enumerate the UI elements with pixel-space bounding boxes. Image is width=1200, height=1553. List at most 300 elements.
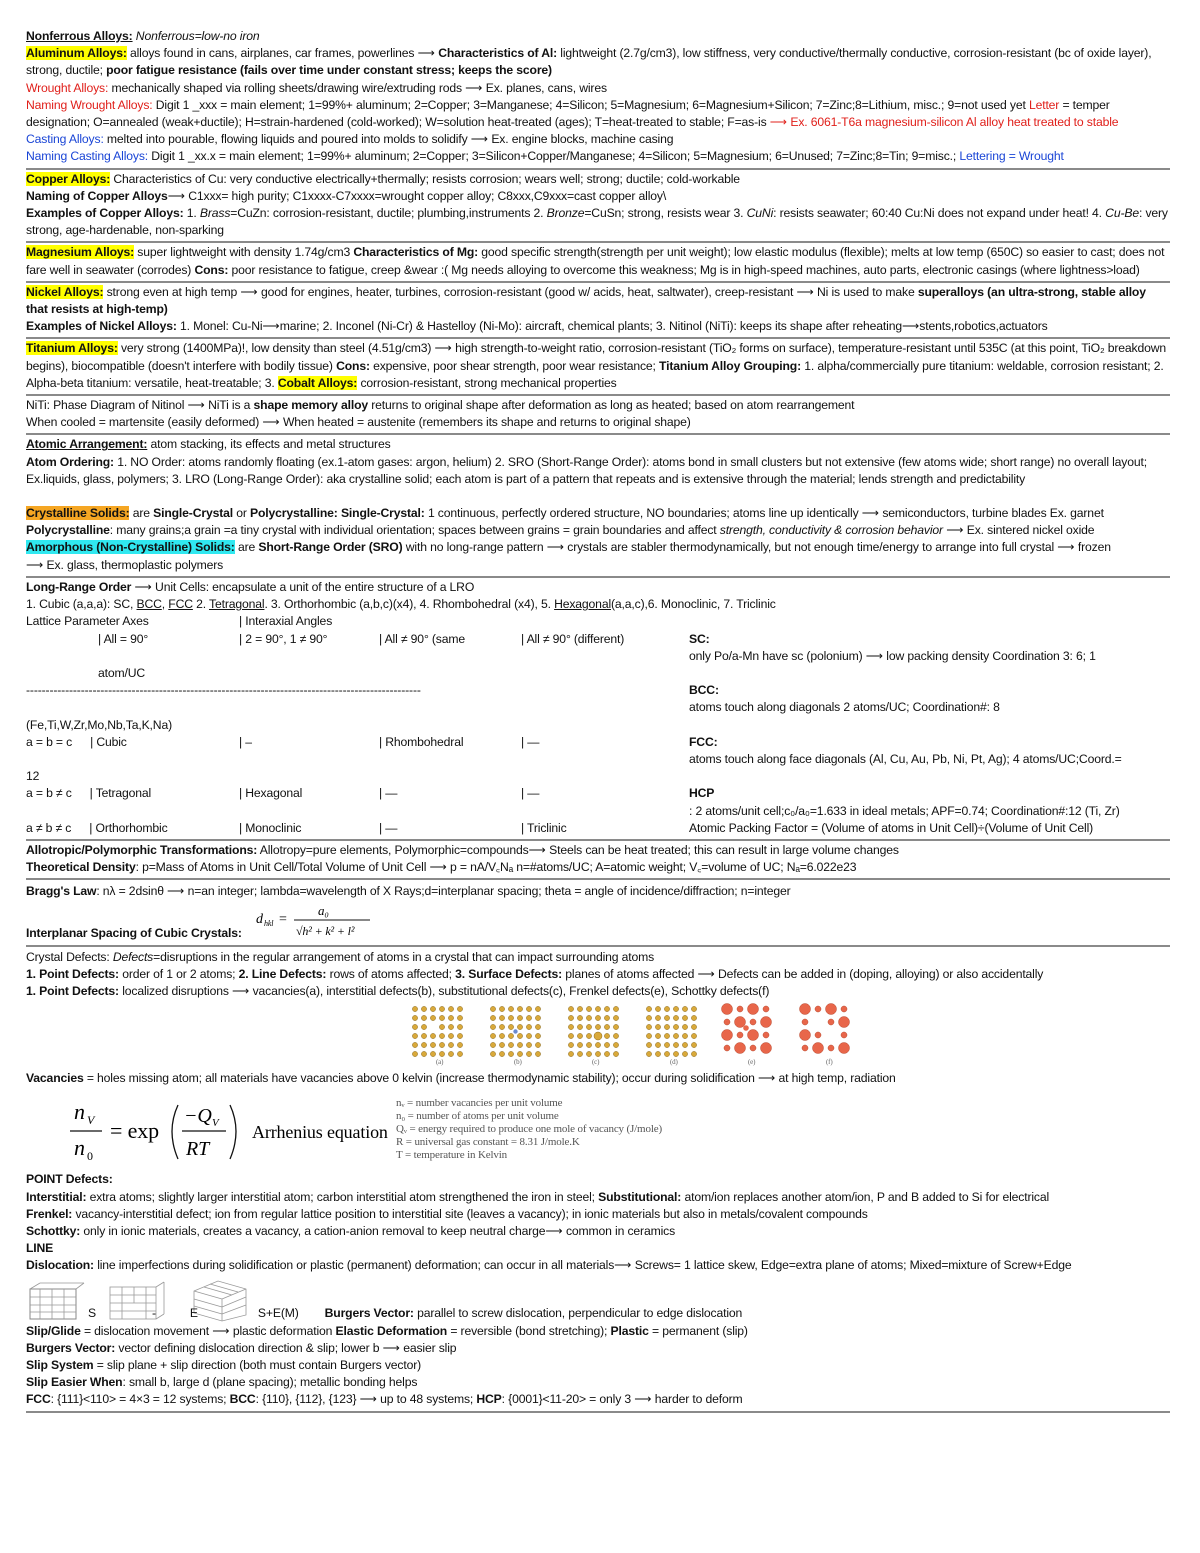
elastic-text: = reversible (bond stretching); [447,1323,611,1338]
hcp-label: HCP [689,786,715,801]
section-atomic [26,436,1170,577]
substitutional-label: Substitutional: [598,1189,682,1204]
frenkel-atom [743,1025,749,1031]
lattice-atom [802,1045,808,1051]
lattice-atom [586,1043,591,1048]
defects-text-4: rows of atoms affected; [326,966,456,981]
lattice-atom [508,1007,513,1012]
lattice-atom [412,1052,417,1057]
row3-col3: | — [379,820,398,835]
copper-ex-5: : very strong, age-hardenable, non-sparking [26,206,1168,238]
lattice-table [26,613,1170,837]
atom-ordering-label: Atom Ordering: [26,454,114,469]
lattice-atom [682,1052,687,1057]
dislocation-text: line imperfections during solidification or plastic (permanent) deformation; can occur in all materials⟶ Screws= 1 lattice skew, Edge=extra plane of atoms; Mixed=mixture of Screw+Edge [93,1258,1072,1273]
arrhenius-n0-sub: 0 [87,1149,93,1164]
crystalline-heading: Crystalline Solids: [26,506,130,521]
lattice-atom [828,1045,834,1051]
row3-col4: | Triclinic [521,820,567,835]
nickel-examples-label: Examples of Nickel Alloys: [26,319,177,334]
lattice-atom [421,1016,426,1021]
letter-label: Letter [1028,97,1060,112]
plastic-label: Plastic [610,1323,649,1338]
lattice-atom [448,1016,453,1021]
bragg-label: Bragg's Law [26,884,97,899]
lattice-atom [577,1043,582,1048]
lattice-atom [763,1032,769,1038]
lattice-atom [586,1007,591,1012]
lattice-atom [526,1034,531,1039]
naming-wrought-text: Digit 1 _xxx = main element; 1=99%+ aluminum; 2=Copper; 3=Manganese; 4=Silicon; 5=Magnesium; 6=Magnesium+Silicon; 7=Zinc;8=Lithium, misc.; 9=not used yet [152,97,1029,112]
cobalt-heading: Cobalt Alloys: [277,375,358,390]
lattice-atom [613,1043,618,1048]
lattice-atom [761,1017,772,1028]
slip-label: Slip/Glide [26,1323,81,1338]
defect-figure [800,1004,858,1066]
crystalline-text-2: or [232,506,250,521]
lro-text: ⟶ Unit Cells: encapsulate a unit of the entire structure of a LRO [131,579,475,594]
angle-all-not-90-diff: | All ≠ 90° (different) [521,631,625,646]
lattice-atom [526,1025,531,1030]
arrhenius-nv: n [74,1099,85,1125]
lattice-atom [421,1034,426,1039]
lattice-atom [499,1043,504,1048]
interstitial-line [26,1189,1170,1206]
lattice-atom [430,1052,435,1057]
titanium-line [26,340,1170,392]
frenkel-text: vacancy-interstitial defect; ion from regular lattice position to interstitial site (leaves a vacancy); in ionic materials but also in metals/covalent compounds [72,1206,868,1221]
slip-systems-line [26,1391,1170,1408]
lattice-atom [517,1016,522,1021]
vacancies-label: Vacancies [26,1071,84,1086]
hexagonal-link: Hexagonal [554,597,611,612]
lattice-atom [499,1034,504,1039]
defects-text-3: order of 1 or 2 atoms; [118,966,239,981]
hcp-text: : 2 atoms/unit cell;c₀/a₀=1.633 in ideal metals; APF=0.74; Coordination#:12 (Ti, Zr) [689,803,1120,818]
lattice-atom [412,1016,417,1021]
lattice-atom [682,1007,687,1012]
row1-col2: | – [239,734,252,749]
point-heading: POINT Defects: [26,1172,113,1187]
arrhenius-legend [396,1097,662,1162]
lattice-atom [800,1030,811,1041]
surface-defects-label: 3. Surface Defects: [455,966,563,981]
dislocation-label: Dislocation: [26,1258,94,1273]
section-defects [26,949,1170,1413]
slip-system-line [26,1357,1170,1374]
lattice-atom [750,1019,756,1025]
row3-axes-value: a ≠ b ≠ c [26,820,72,835]
nonferrous-title: Nonferrous Alloys: [26,29,133,43]
lattice-atom [691,1025,696,1030]
crystal-systems-2: , [161,597,169,612]
bragg-line [26,883,1170,900]
allotropic-text: Allotropy=pure elements, Polymorphic=compounds⟶ Steels can be heat treated; this can result in large volume changes [257,842,899,857]
lattice-atom [526,1043,531,1048]
section-nickel [26,284,1170,340]
superalloys: superalloys (an ultra-strong, stable alloy that resists at high-temp) [26,284,1146,317]
slip-text: = dislocation movement ⟶ plastic deformation [80,1323,336,1338]
lattice-atom [586,1016,591,1021]
fcc-text: atoms touch along face diagonals (Al, Cu, Au, Pb, Ni, Pt, Ag); 4 atoms/UC;Coord.= [689,751,1122,766]
copper-examples-line [26,205,1170,239]
lattice-atom [655,1043,660,1048]
copper-naming-line [26,188,1170,205]
slip-line [26,1323,1170,1340]
section-titanium [26,340,1170,396]
row2-col2: | Hexagonal [239,786,303,801]
nonferrous-line [26,28,1170,45]
grain-boundary-effects: strength, conductivity & corrosion behavior [719,523,943,538]
fcc-label: FCC: [689,734,718,749]
section-allotropic [26,842,1170,880]
row2-col3: | — [379,786,398,801]
section-aluminum [26,28,1170,170]
hcp-slip-text: : {0001}<11-20> = only 3 ⟶ harder to deform [501,1392,743,1407]
lattice-atom [568,1016,573,1021]
schottky-line [26,1223,1170,1240]
lattice-atom [412,1043,417,1048]
bcc-note [665,682,1170,716]
lattice-atom [737,1032,743,1038]
lattice-atom [535,1016,540,1021]
lattice-atom [595,1007,600,1012]
section-lro [26,579,1170,841]
aluminum-char-label: Characteristics of Al: [438,46,558,61]
lattice-atom [613,1034,618,1039]
lattice-atom [439,1043,444,1048]
nickel-heading: Nickel Alloys: [26,284,104,299]
lattice-atom [664,1034,669,1039]
lattice-atom [568,1034,573,1039]
vacancies-line [26,1070,1170,1087]
atom-ordering-text: 1. NO Order: atoms randomly floating (ex.1-atom gases: argon, helium) 2. SRO (Short-Range Order): atoms bond in small clusters but not extensive (few atoms wide; short range) no overall layout; Ex.liquids, glass, polymers; 3. LRO (Long-Range Order): aka crystalline solid; each atom is part of a pattern that repeats and is extensive through the material; lends strength and predictability [26,454,1147,486]
lattice-atom [664,1043,669,1048]
amorphous-example: ⟶ Ex. glass, thermoplastic polymers [26,557,224,572]
row1-cubic: | Cubic [90,734,127,749]
arrhenius-nv-sub: V [87,1113,95,1128]
lattice-atom [673,1007,678,1012]
lettering-note: Lettering = Wrought [959,149,1064,164]
arrhenius-name: Arrhenius equation [252,1122,388,1143]
lattice-atom [499,1025,504,1030]
bcc-slip-label: BCC [229,1392,256,1407]
defects-line-2 [26,966,1170,983]
lattice-atom [722,1030,733,1041]
polycrystalline: Polycrystalline: [250,506,338,521]
amorphous-text-2: with no long-range pattern ⟶ crystals are stabler thermodynamically, but not enough time/energy to arrange into full crystal ⟶ frozen [402,540,1111,555]
arrhenius-legend-item: nᵥ = number vacancies per unit volume [396,1096,563,1109]
section-bragg [26,883,1170,946]
lattice-atom [841,1006,847,1012]
copper-examples-label: Examples of Copper Alloys: [26,206,184,221]
lattice-atom [412,1007,417,1012]
row3-axes [26,820,239,837]
lattice-atom [655,1025,660,1030]
arrhenius-paren-right [230,1105,236,1159]
aluminum-example: ⟶ Ex. 6061-T6a magnesium-silicon Al alloy heat treated to stable [769,115,1119,130]
bcc-slip-text: : {110}, {112}, {123} ⟶ up to 48 systems; [255,1392,477,1407]
lattice-atom [586,1025,591,1030]
titanium-group-text: 1. alpha/commercially pure titanium: weldable, corrosion resistant; 2. Alpha-beta titanium: versatile, heat-treatable; 3. [26,358,1164,390]
fcc-link: FCC [168,597,193,612]
bcc-elements: (Fe,Ti,W,Zr,Mo,Nb,Ta,K,Na) [26,717,172,732]
magnesium-text: super lightweight with density 1.74g/cm3 [134,245,354,260]
lattice-atom [439,1034,444,1039]
angle-2-90: | 2 = 90°, 1 ≠ 90° [239,631,328,646]
brass: Brass [199,206,231,221]
arrhenius-legend-item: R = universal gas constant = 8.31 J/mole.K [396,1135,580,1148]
aluminum-heading: Aluminum Alloys: [26,46,127,61]
defect-figure [644,1004,702,1066]
lattice-atom [568,1007,573,1012]
lattice-atom [490,1007,495,1012]
copper-ex-3: =CuSn; strong, resists wear 3. [584,206,747,221]
arrhenius-qv: −Q [184,1105,212,1128]
copper-text: Characteristics of Cu: very conductive electrically+thermally; resists corrosion; wears well; strong; ductile; cold-workable [110,171,740,186]
lattice-atom [682,1034,687,1039]
defect-figure [488,1004,546,1066]
lattice-atom [664,1052,669,1057]
niti-line-2: When cooled = martensite (easily deformed) ⟶ When heated = austenite (remembers its shape and returns to original shape) [26,415,691,430]
defect-figure-label: (a) [436,1058,444,1067]
lattice-atom [646,1034,651,1039]
niti-text-1: NiTi: Phase Diagram of Nitinol ⟶ NiTi is a [26,398,254,413]
lattice-atom [490,1043,495,1048]
lattice-atom [595,1016,600,1021]
crystal-systems-4: . 3. Orthorhombic (a,b,c)(x4), 4. Rhombohedral (x4), 5. [264,597,555,612]
lattice-header-angles: | Interaxial Angles [239,614,333,629]
apf-note: Atomic Packing Factor = (Volume of atoms in Unit Cell)÷(Volume of Unit Cell) [689,820,1094,835]
lattice-atom [577,1052,582,1057]
defect-figure-label: (b) [514,1058,522,1067]
lattice-atom [646,1007,651,1012]
lattice-header-axes: Lattice Parameter Axes [26,614,149,629]
polycrystalline-label: Polycrystalline [26,523,110,538]
magnesium-char-text: good specific strength(strength per unit weight); low elastic modulus (flexible); melts at low temp (650C) so easier to cast; does not fare well in seawater (corrodes) [26,245,1165,277]
dislocation-figures-row [26,1277,1170,1323]
lattice-atom [526,1016,531,1021]
lattice-atom [526,1052,531,1057]
titanium-cons-label: Cons: [336,358,370,373]
lattice-atom [750,1045,756,1051]
copper-ex-2: =CuZn: corrosion-resistant, ductile; plumbing,instruments 2. [230,206,547,221]
defects-text-6: localized disruptions ⟶ vacancies(a), interstitial defects(b), substitutional defects(c), Frenkel defects(e), Schottky defects(f) [118,983,770,998]
interplanar-row [26,901,1170,943]
lattice-atom [421,1025,426,1030]
lattice-atom [568,1025,573,1030]
row1-axes-value: a = b = c [26,734,73,749]
lattice-atom [517,1052,522,1057]
lattice-atom [655,1016,660,1021]
arrhenius-legend-item: T = temperature in Kelvin [396,1148,507,1161]
crystalline-text-1: are [129,506,154,521]
screw-dislocation-figure [26,1281,86,1323]
copper-heading: Copper Alloys: [26,171,111,186]
lattice-atom [691,1007,696,1012]
hcp-note [665,785,1170,819]
lattice-atom [490,1016,495,1021]
lattice-atom [735,1017,746,1028]
defect-figure [410,1004,468,1066]
aluminum-fatigue: poor fatigue resistance (fails over time under constant stress; keeps the score) [106,63,552,78]
lattice-atom [613,1052,618,1057]
lattice-atom [430,1007,435,1012]
row1-axes [26,734,239,768]
edge-label: E [189,1306,198,1321]
magnesium-line [26,244,1170,278]
lattice-atom [457,1034,462,1039]
nickel-examples-text: 1. Monel: Cu-Ni⟶marine; 2. Inconel (Ni-Cr) & Hastelloy (Ni-Mo): aircraft, chemical plants; 3. Nitinol (NiTi): keeps its shape after reheating⟶stents,robotics,actuators [176,319,1048,334]
aluminum-text: alloys found in cans, airplanes, car frames, powerlines ⟶ [126,46,439,61]
lattice-atom [535,1043,540,1048]
vacancies-text: = holes missing atom; all materials have vacancies above 0 kelvin (increase thermodynamic stability); occur during solidification ⟶ at high temp, radiation [83,1071,896,1086]
arrhenius-rt: RT [186,1138,210,1161]
arrhenius-qv-sub: V [212,1117,219,1130]
defect-figure-label: (f) [826,1058,833,1067]
mixed-label: S+E(M) [257,1306,299,1321]
lattice-atom [802,1019,808,1025]
nickel-line [26,284,1170,318]
lattice-atom [595,1025,600,1030]
atomic-heading: Atomic Arrangement: [26,437,148,452]
row1-col4: | — [521,734,540,749]
atom-uc: atom/UC [98,665,146,680]
lattice-atom [508,1043,513,1048]
lattice-atom [517,1043,522,1048]
lattice-atom [682,1043,687,1048]
amorphous-text-1: are [234,540,259,555]
density-label: Theoretical Density [26,860,136,875]
burgers-vector-line [325,1305,743,1322]
row3-orthorhombic: | Orthorhombic [89,820,168,835]
lattice-atom [691,1016,696,1021]
slip-easier-text: : small b, large d (plane spacing); metallic bonding helps [122,1375,418,1390]
sc-note [665,631,1170,665]
lattice-atom [517,1007,522,1012]
titanium-text: very strong (1400MPa)!, low density than steel (4.51g/cm3) ⟶ high strength-to-weight ratio, corrosion-resistant (TiO₂ forms on surface), temperature-resistant until 535C (at this point, TiO₂ breakdown begins), biocompatible (doesn't interfere with bodily tissue) [26,341,1167,373]
cuni: CuNi [746,206,774,221]
plastic-text: = permanent (slip) [648,1323,748,1338]
lattice-atom [613,1007,618,1012]
magnesium-char-label: Characteristics of Mg: [353,245,479,260]
lattice-atom [594,1032,602,1040]
lattice-atom [586,1052,591,1057]
lattice-atom [535,1034,540,1039]
lattice-atom [499,1007,504,1012]
slip-easier-line [26,1374,1170,1391]
formula-sub: hkl [263,918,274,928]
crystal-systems-5: (a,a,c),6. Monoclinic, 7. Triclinic [611,597,776,612]
fcc-coord: 12 [26,769,40,784]
allotropic-label: Allotropic/Polymorphic Transformations: [26,842,258,857]
lattice-atom [430,1016,435,1021]
density-line [26,859,1170,876]
lattice-atom [577,1007,582,1012]
lattice-atom [421,1007,426,1012]
slip-system-label: Slip System [26,1357,94,1372]
row3-col2: | Monoclinic [239,820,302,835]
lattice-atom [595,1052,600,1057]
bcc-link: BCC [136,597,162,612]
magnesium-heading: Magnesium Alloys: [26,245,135,260]
lattice-atom [448,1025,453,1030]
defect-figure-label: (c) [592,1058,600,1067]
nickel-text: strong even at high temp ⟶ good for engines, heater, turbines, corrosion-resistant (good w/ acids, heat, saltwater), creep-resistant ⟶ Ni is used to make [103,284,918,299]
lattice-atom [526,1007,531,1012]
lattice-atom [737,1006,743,1012]
row2-tetragonal: | Tetragonal [89,786,152,801]
burgers-vector-label: Burgers Vector: [324,1306,414,1321]
amorphous-line [26,539,1170,556]
lattice-atom [613,1025,618,1030]
lattice-atom [724,1045,730,1051]
arrhenius-legend-item: n₀ = number of atoms per unit volume [396,1109,559,1122]
spacer [26,488,1170,505]
lattice-atom [691,1043,696,1048]
fcc-slip-text: : {111}<110> = 4×3 = 12 systems; [50,1392,230,1407]
defects-line-1 [26,949,1170,966]
substitutional-text: atom/ion replaces another atom/ion, P and B added to Si for electrical [681,1189,1050,1204]
lattice-atom [664,1016,669,1021]
row1-col3: | Rhombohedral [379,734,464,749]
frenkel-line [26,1206,1170,1223]
lattice-atom [673,1025,678,1030]
atomic-text: atom stacking, its effects and metal structures [147,437,391,452]
crystal-systems-line [26,596,1170,613]
lattice-atom [517,1034,522,1039]
lattice-atom [646,1052,651,1057]
lattice-atom [673,1052,678,1057]
lattice-atom [595,1043,600,1048]
section-copper [26,171,1170,244]
frenkel-label: Frenkel: [26,1206,73,1221]
lattice-atom [664,1025,669,1030]
lattice-atom [508,1052,513,1057]
line-defects-label: 2. Line Defects: [238,966,327,981]
lattice-atom [499,1016,504,1021]
lattice-atom [577,1025,582,1030]
row2-axes-value: a = b ≠ c [26,786,72,801]
lattice-atom [839,1043,850,1054]
interstitial-text: extra atoms; slightly larger interstitial atom; carbon interstitial atom strengthened the iron in steel; [86,1189,599,1204]
copper-ex-4: : resists seawater; 60:40 Cu:Ni does not expand under heat! 4. [773,206,1106,221]
angle-all-90: | All = 90° [98,631,149,646]
burgers-vector-label-2: Burgers Vector: [26,1340,116,1355]
arrhenius-legend-item: Qᵥ = energy required to produce one mole of vacancy (J/mole) [396,1122,662,1135]
lattice-atom [655,1034,660,1039]
sro-label: Short-Range Order (SRO) [258,540,403,555]
lattice-atom [448,1052,453,1057]
crystal-systems-1: 1. Cubic (a,a,a): SC, [26,597,137,612]
lattice-atom [508,1025,513,1030]
naming-wrought-label: Naming Wrought Alloys: [26,97,153,112]
lattice-atom [508,1034,513,1039]
lattice-atom [800,1004,811,1015]
bcc-text: atoms touch along diagonals 2 atoms/UC; Coordination#: 8 [689,700,1000,715]
burgers-vector-text-2: vector defining dislocation direction & slip; lower b ⟶ easier slip [115,1340,457,1355]
lattice-atom [490,1025,495,1030]
casting-label: Casting Alloys: [26,132,104,147]
aluminum-char-text: lightweight (2.7g/cm3), low stiffness, very conductive/thermally conductive, corrosion-resistant (bc of oxide layer), strong, ductile; [26,46,1152,78]
lattice-atom [508,1016,513,1021]
lattice-atom [613,1016,618,1021]
lattice-atom [430,1034,435,1039]
defect-figure-label: (d) [670,1058,678,1067]
niti-text-2: returns to original shape after deformation as long as heated; based on atom rearrangement [368,398,855,413]
lattice-atom [517,1025,522,1030]
defects-word: Defects [112,949,154,964]
